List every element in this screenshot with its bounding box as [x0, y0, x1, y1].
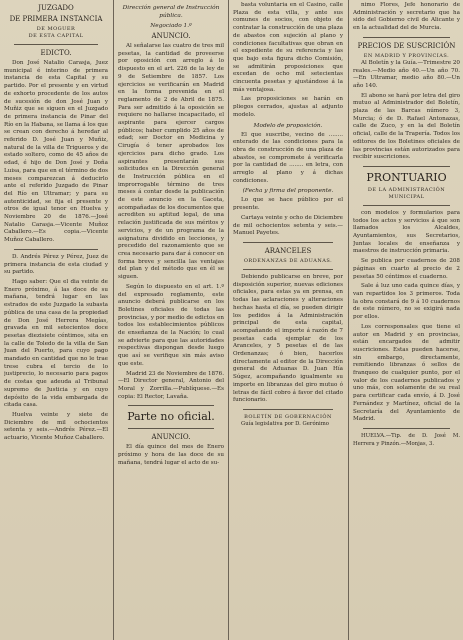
bulletin-guide: Guía legislativa por D. Gerónimo [241, 420, 329, 427]
public-note: Lo que se hace público por el presente. [233, 197, 343, 212]
aranceles-title: ARANCELES [264, 246, 312, 255]
prontuario-title: PRONTUARIO [366, 170, 447, 184]
judge-intro: D. Andrés Pérez y Pérez, Juez de primera instancia de esta ciudad y su partido. [4, 253, 108, 276]
notice-publication: Según lo dispuesto en el art. 1.º del expresado reglamento, este anuncio deberá publicarse en los Boletines oficiales de todas las provincias, y por medio de edictos en todos los establecimientos públicos de enseñanza de la Nación; lo cual se advierte para que las autoridades respectivas dispongan desde luego que así se verifique sin más aviso que este. [118, 283, 224, 367]
notice-title-2: ANUNCIO. [151, 433, 191, 442]
auction-notice: Hago saber: Que el dia veinte de Enero próximo, á las doce de su mañana, tendrá lugar en las estrados de este Juzgado la subasta pública de una casa de la propiedad de Don José Herrera Megías, gravada en mil setecientos doce pesetas diezisiete céntimos, sita en la calle de Toledo de la villa de San Juan del Puerto, para cuyo pago mandado en cantidad que no le trae trese cubra el tercio de lo justiprecio, lo necesario para pagos de costas que adeuda al Tribunal supremo de Justicia y en cuyo depósito de la vida embargada de citada casa. [4, 278, 108, 409]
divider [363, 37, 450, 38]
bulletin-title: BOLETÍN DE GOBERNACIÓN [244, 413, 332, 420]
prontuario-subscriptions: Los corresponsales que tiene el autor en Madrid y en provincias, están encargados de admitir suscriciones. Estas pueden hacerse, sin embargo, directamente, remitiendo libranzas ó sellos de franqueo de cualquier punto, por el valor de los cuadernos publicados y uno más, con solamente de su real para certificar cada envío, á D. José Fernández y Martínez, oficial de la Secretaría del Ayuntamiento de Madrid. [353, 323, 460, 423]
divider [363, 205, 450, 206]
prontuario-subtitle: DE LA ADMINISTRACIÓN MUNICIPAL [367, 186, 446, 200]
column-4 [353, 2, 460, 636]
notice-signature: Madrid 23 de Noviembre de 1876.—El Director general, Antonio del Moral y Zorrilla.—Publíquese.—Es copia: El Rector, Lavaña. [118, 370, 224, 400]
column-rule [348, 0, 349, 640]
ordinance-title: ORDENANZAS DE ADUANAS. [243, 257, 333, 264]
edict-body: Don José Natalio Carasja, Juez municipal é interino de primera instancia de esta Capital y su partido. Por el presente y en virtud de exhorto procedente de los autos de sucesión de don José Juan y Muñiz que se siguen en el Juzgado de primera instancia de Pinar del Río en la Habana, se llama á los que se crean con derecho á heredar al referido D. José Juan y Muñiz, natural de la villa de Trigueros y de estado soltero, como de 45 años de edad, é hijo de Don José y Doña Luisa, para que en el término de dos meses comparezcan á deducirlo ante el referido Juzgado de Pinar del Río en Ultramar; y para su autenticidad, se fija el presente y otros de igual tenor en Huelva y Noviembre 20 de 1876.—José Natalio Carasja.—Vicente Muñoz Caballero.—Es copia.—Vicente Muñoz Caballero. [4, 60, 108, 244]
column-3 [233, 2, 343, 636]
notice-title: ANUNCIO. [151, 32, 191, 40]
divider [128, 405, 214, 406]
column-rule [113, 0, 114, 640]
section-header: Dirección general de Instrucción pública. [122, 5, 220, 19]
court-heading: JUZGADO [38, 4, 74, 12]
prontuario-schedule: Sale á luz uno cada quince días, y van repartidos los 3 primeros. Toda la obra constará de 9 á 10 cuadernos de este número, no se exigirá nada por ellos. [353, 283, 460, 321]
notice-body: Al señalarse las cuatro de tres mil pesetas, la cantidad de proveerse por oposición con arreglo á lo dispuesto en el art. 226 de la ley de 9 de Setiembre de 1857. Los ejercicios se verificarán en Madrid en la forma prevenida en el reglamento de 2 de Abril de 1875. Para ser admitido á la oposición se requiere no hallarse incapacitado, el aspirante para ejercer cargos públicos; haber cumplido 25 años de edad; ser Doctor en Medicina y Cirugía ó tener aprobados los ejercicios para dicho grado. Los aspirantes presentarán sus solicitudes en la Dirección general de Instrucción pública en el improrrogable término de tres meses á contar desde la publicación de este anuncio en la Gaceta, acompañadas de los documentos que acrediten su aptitud legal, de una relación justificada de sus méritos y servicios, y de un programa de la asignatura dividido en lecciones, y precedido del razonamiento que se crea necesario para dar á conocer en forma breve y sencilla las ventajas del plan y del método que en él se siguen. [118, 43, 224, 281]
model-proposal: El que suscribe, vecino de ........ enterado de las condiciones para la obra de construcción de una plaza de abastos, se compromete á verificarla por la cantidad de ........ en letra, con arreglo al plano y á dichas condiciones. [233, 131, 343, 184]
auction-continued: basta voluntaria en el Casino, calle Plaza de esta villa, y ante sus comunes de socios, con objeto de contratar la construcción de una plaza de abastos con sujeción al plano y condiciones facultativas que obran en el expediente de su referencia y las que bajo esta figura dicho Comisión, se admitirán proposiciones que excedan de ocho mil setecientas cincuenta pesetas y ajustándose á la más ventajosa. [233, 2, 343, 93]
model-title: Modelo de proposición. [253, 122, 323, 129]
auction-signature: Huelva veinte y siete de Diciembre de mil ochocientos setenta y seis.—Andrés Pérez.—El actuario, Vicente Muñoz Caballero. [4, 411, 108, 442]
cartaya-signature: Cartaya veinte y ocho de Diciembre de mil ochocientos setenta y seis.—Manuel Payetes. [233, 214, 343, 237]
divider [14, 249, 98, 250]
notice-body-2: El día quince del mes de Enero próximo y hora de las doce de su mañana, tendrá lugar el acto de su- [118, 444, 224, 466]
court-place-2: DE ESTA CAPITAL [28, 33, 84, 39]
aranceles-body: Debiendo publicarse en breve, por disposición superior, nuevas ediciones oficiales, para estas ya en prensa, en todas las aclaraciones y alteraciones hechas hasta el día, se pueden dirigir los pedidos á la Administración principal de esta capital, acompañando el importe á razón de 7 pesetas cada ejemplar de los Aranceles, y 5 pesetas el de las Ordenanzas; ó bien, hacerlos directamente al editor de la Dirección general de Aduanas D. Juan Hía Súgez, acompañando igualmente su importe en libranzas del giro mutuo ó letras de fácil cobro á favor del citado funcionario. [233, 273, 343, 404]
edict-title: EDICTO. [40, 49, 72, 57]
printer-imprint: HUELVA.—Tip. de D. José M. Herrera y Pinzón.—Monjas, 3. [353, 432, 460, 447]
divider [363, 166, 450, 167]
prices-title: PRECIOS DE SUSCRICIÓN [357, 41, 456, 50]
divider [243, 269, 333, 270]
payment-body: El abono se hará por letra del giro mutuo al Administrador del Boletín, plaza de las Barcas número 3, Murcia; ó de D. Rafael Antonazas, calle de Zuco, y en la del Boletín oficial, calle de la Trapería. Todos los editores de los Boletines oficiales de las provincias están autorizados para recibir suscriciones. [353, 92, 460, 161]
unofficial-part-title: Parte no oficial. [127, 410, 215, 424]
divider [243, 409, 333, 410]
column-1 [4, 2, 108, 636]
section-subheader: Negociado 1.º [150, 23, 192, 29]
column-2 [118, 2, 224, 636]
model-signature: (Fecha y firma del proponente. [242, 188, 334, 195]
author-bio: nimo Flores, Jefe honorario de Administración y secretario que ha sido del Gobierno civil de Alicante y en la actualidad del de Murcia. [353, 2, 460, 32]
prontuario-body: con modelos y formularios para todos los actos y servicios á que son llamados los Alcaldes, Ayuntamientos, sus Secretarios, Juntas locales de enseñanza y maestros de instrucción primaria. [353, 209, 460, 255]
divider [128, 428, 214, 429]
divider [243, 242, 333, 243]
divider [14, 44, 98, 45]
court-place: DE MOGUER [36, 26, 76, 32]
proposals-note: Las proposiciones se harán en pliegos cerrados, ajustas al adjunto modelo. [233, 96, 343, 118]
prices-subtitle: EN MADRID Y PROVINCIAS. [363, 52, 450, 59]
column-rule [228, 0, 229, 640]
prices-body: Al Boletín y la Guía.—Trimestre 20 reales.—Medio año 40.—Un año 70.—En Ultramar, medio año 80.—Un año 140. [353, 59, 460, 89]
divider [363, 428, 450, 429]
prontuario-price: Se publica por cuadernos de 208 páginas en cuarto al precio de 2 pesetas 50 céntimos el cuaderno. [353, 258, 460, 280]
court-subheading: DE PRIMERA INSTANCIA [9, 15, 103, 23]
